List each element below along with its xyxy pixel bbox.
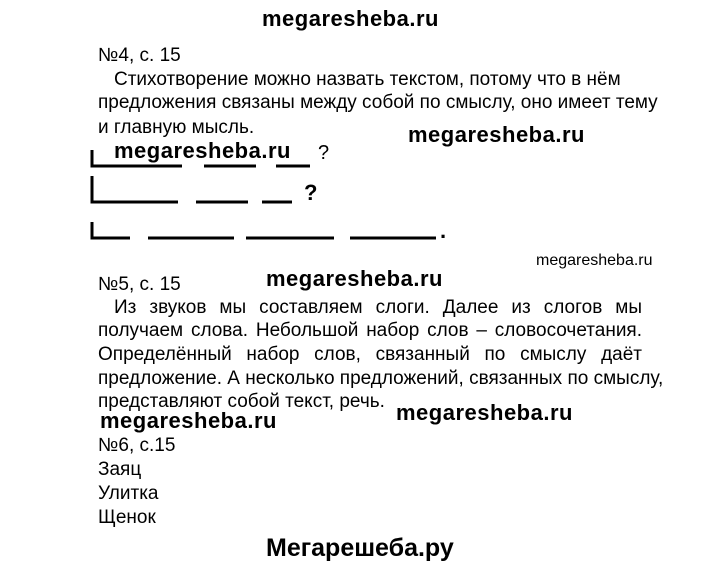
scheme-row1-corner [92, 150, 182, 166]
watermark-5: megaresheba.ru [396, 400, 573, 425]
task5-line-2: получаем слова. Небольшой набор слов – словосочетания. [98, 320, 642, 341]
watermark-small: megaresheba.ru [536, 252, 653, 269]
task6-number: №6, с.15 [98, 435, 176, 456]
header-watermark: megaresheba.ru [262, 6, 439, 31]
watermark-1: megaresheba.ru [408, 122, 585, 147]
scheme-row3-corner [92, 222, 130, 238]
task5-line-3: Определённый набор слов, связанный по смыслу даёт [98, 344, 642, 365]
scheme-row2-corner [92, 176, 178, 202]
watermark-2: megaresheba.ru [114, 138, 291, 163]
task4-line-2: предложения связаны между собой по смыслу, оно имеет тему [98, 92, 658, 113]
scheme-question-mark-1: ? [318, 142, 330, 164]
task4-line-3: и главную мысль. [98, 117, 255, 138]
task4-number: №4, с. 15 [98, 45, 181, 66]
watermark-3: megaresheba.ru [266, 266, 443, 291]
task6-answer-3: Щенок [98, 507, 156, 528]
watermark-4: megaresheba.ru [100, 408, 277, 433]
task4-line-1: Стихотворение можно назвать текстом, потому что в нём [114, 69, 621, 90]
scheme-question-mark-2: ? [304, 180, 318, 205]
task6-answer-1: Заяц [98, 459, 142, 480]
task5-line-4: предложение. А несколько предложений, связанных по смыслу, [98, 368, 664, 389]
task5-line-1: Из звуков мы составляем слоги. Далее из слогов мы [114, 297, 642, 318]
task5-number: №5, с. 15 [98, 274, 181, 295]
scheme-period: . [440, 218, 447, 243]
task6-answer-2: Улитка [98, 483, 159, 504]
footer-site-name: Мегарешеба.ру [266, 534, 454, 562]
task5-line-5: представляют собой текст, речь. [98, 391, 385, 412]
